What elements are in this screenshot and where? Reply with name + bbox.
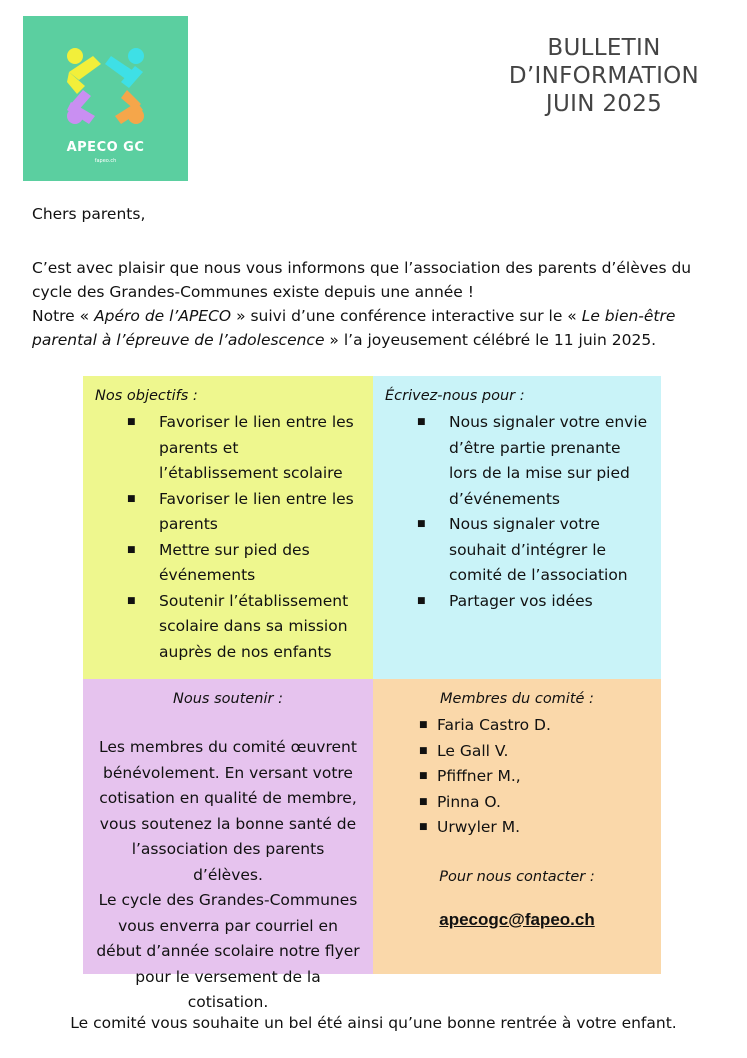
intro-text (32, 256, 722, 352)
list-item: ■ Urwyler M. (385, 815, 649, 841)
support-box (83, 679, 373, 1011)
para2-part-c: » l’a joyeusement célébré le 11 juin 2025. (324, 331, 657, 349)
list-item: ■ Favoriser le lien entre les parents (95, 487, 361, 538)
list-item: ■ Soutenir l’établissement scolaire dans sa mission auprès de nos enfants (95, 589, 361, 666)
write-us-box (373, 376, 661, 679)
list-item: ■ Faria Castro D. (385, 713, 649, 739)
apeco-logo (23, 16, 188, 181)
closing-message: Le comité vous souhaite un bel été ainsi qu’une bonne rentrée à votre enfant. (70, 1014, 677, 1032)
write-us-list (385, 410, 649, 614)
write-us-title: Écrivez-nous pour : (385, 388, 525, 404)
committee-box (373, 679, 661, 974)
list-item: ■ Pinna O. (385, 790, 649, 816)
conference-topic: Le bien-être parental à l’épreuve de l’adolescence (32, 307, 676, 349)
support-title: Nous soutenir : (173, 691, 283, 707)
title-line-2: D’INFORMATION (508, 63, 700, 89)
support-text: Les membres du comité œuvrent bénévolement. En versant votre cotisation en qualité de membre, vous soutenez la bonne santé de l’association des parents d’élèves. (99, 738, 357, 884)
event-name: Apéro de l’APECO (94, 307, 232, 325)
list-item: ■ Mettre sur pied des événements (95, 538, 361, 589)
list-item: ■ Pfiffner M., (385, 764, 649, 790)
contact-email-link[interactable]: apecogc@fapeo.ch (439, 909, 595, 929)
list-item: ■ Nous signaler votre souhait d’intégrer le comité de l’association (385, 512, 649, 589)
hands-circle-logo-icon (23, 16, 188, 181)
greeting: Chers parents, (32, 205, 146, 223)
committee-title: Membres du comité : (440, 691, 594, 707)
intro-paragraph-2 (32, 304, 722, 352)
list-item: ■ Favoriser le lien entre les parents et l’établissement scolaire (95, 410, 361, 487)
list-item: ■ Partager vos idées (385, 589, 649, 615)
bulletin-title (470, 34, 738, 118)
title-line-3: JUIN 2025 (545, 91, 663, 117)
title-line-1: BULLETIN (547, 35, 661, 61)
objectives-list (95, 410, 361, 665)
logo-subtitle: fapeo.ch (94, 158, 117, 164)
objectives-box (83, 376, 373, 679)
committee-list (385, 713, 649, 841)
info-grid (83, 376, 661, 1011)
support-text-2: Le cycle des Grandes-Communes vous enverra par courriel en début d’année scolaire notre flyer pour le versement de la cotisation. (96, 891, 360, 1011)
list-item: ■ Le Gall V. (385, 739, 649, 765)
objectives-title: Nos objectifs : (95, 388, 198, 404)
para2-part-b: » suivi d’une conférence interactive sur le « (231, 307, 582, 325)
para2-part-a: Notre « (32, 307, 95, 325)
list-item: ■ Nous signaler votre envie d’être partie prenante lors de la mise sur pied d’événements (385, 410, 649, 512)
intro-paragraph-1: C’est avec plaisir que nous vous informons que l’association des parents d’élèves du cycle des Grandes-Communes existe depuis une année ! (32, 259, 692, 301)
contact-label: Pour nous contacter : (439, 868, 595, 885)
logo-name: APECO GC (66, 140, 145, 155)
